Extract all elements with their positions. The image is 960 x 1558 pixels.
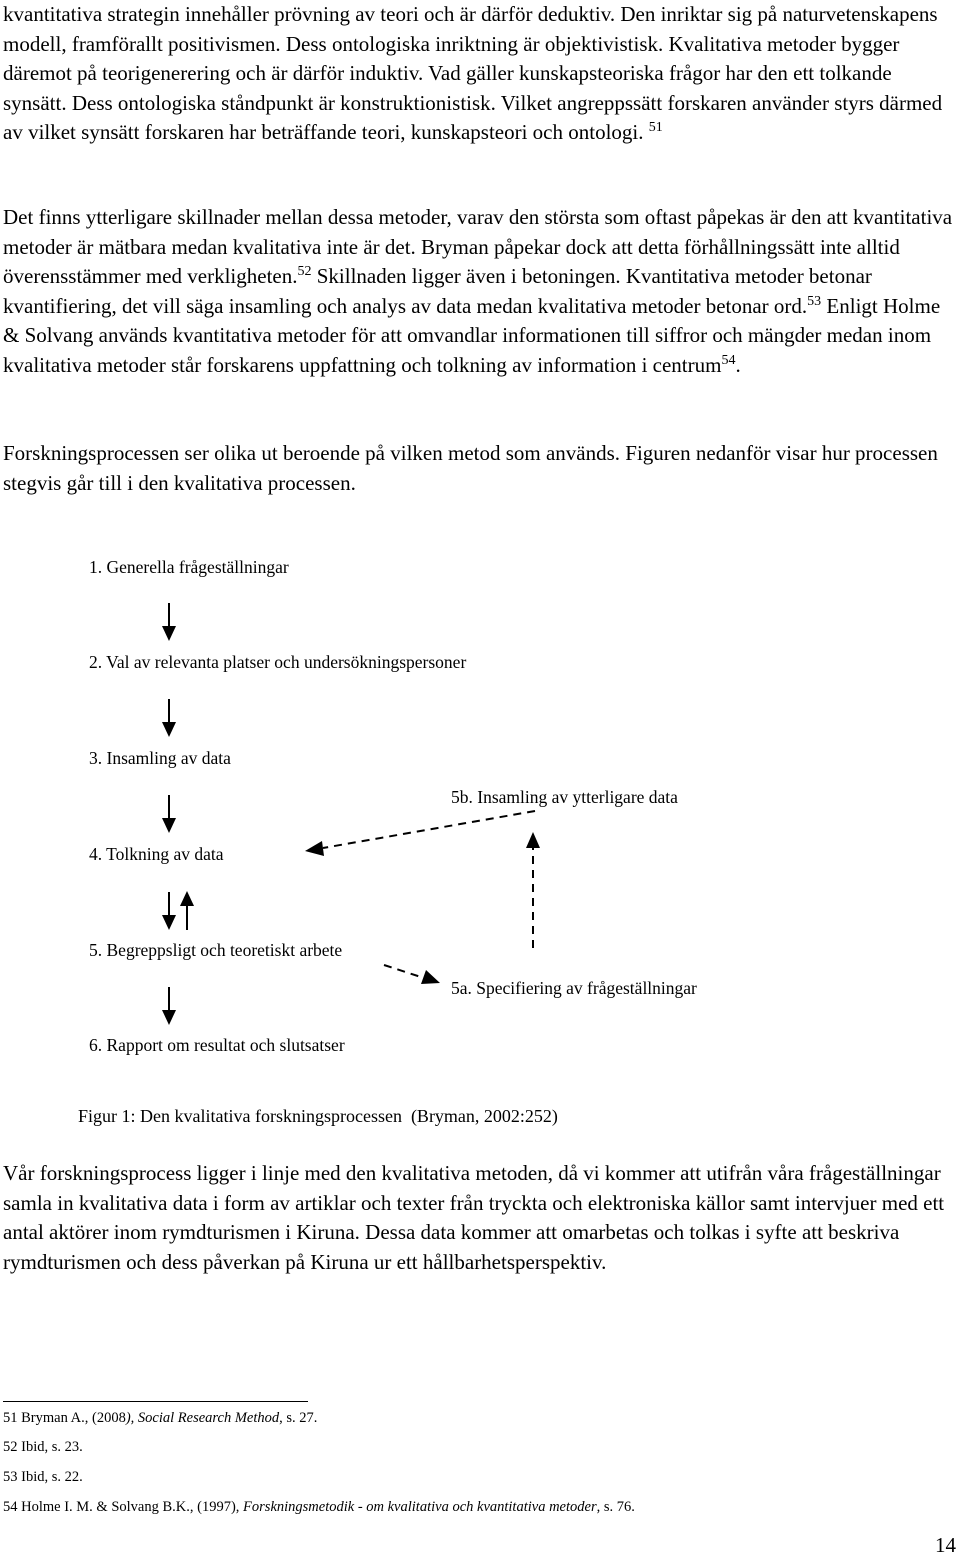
page-number: 14 [935,1533,956,1557]
dashed-arrow-5b-to-4 [323,811,535,848]
footnote-53: 53 Ibid, s. 22. [3,1469,83,1485]
footnote-text: 51 Bryman A., (2008 [3,1410,126,1426]
paragraph-text: Enligt Holme & Solvang används kvantitativa metoder för att omvandlar informationen till siffror och mängder medan inom kvalitativa metoder står forskarens uppfattning och tolkning av information i centrum [3,293,941,377]
dashed-arrow-5-to-5a [384,965,424,978]
step-1-label: 1. Generella frågeställningar [89,557,289,577]
arrow-down-1-to-2 [162,603,176,641]
paragraph-text: Skillnaden ligger även i betoningen. Kvantitativa metoder betonar kvantifiering, det vill säga insamling och analys av data medan kvalitativa metoder betonar ord. [3,264,872,318]
footnote-ref-53[interactable]: 53 [807,293,822,309]
arrowhead-left-icon [305,841,324,856]
footnote-ref-52[interactable]: 52 [297,264,312,279]
footnote-ref-54[interactable]: 54 [721,352,736,368]
paragraph-research-process: Forskningsprocessen ser olika ut beroende på vilken metod som används. Figuren nedanför visar hur processen stegvis går till i den kvalitativa processen. [3,441,938,495]
footnote-text: , s. 27. [279,1410,318,1426]
footnote-separator [3,1401,308,1402]
step-2-label: 2. Val av relevanta platser och undersökningspersoner [89,652,467,672]
paragraph-text: Det finns ytterligare skillnader mellan dessa metoder, varav den största som oftast påpekas är den att kvantitativa metoder är mätbara medan kvalitativa inte är det. Bryman påpekar dock att detta förhållningssätt inte alltid överensstämmer med verkligheten. [3,205,953,288]
step-4-label: 4. Tolkning av data [89,844,224,864]
arrow-down-4-to-5 [162,892,176,930]
arrow-down-5-to-6 [162,987,176,1025]
footnote-text: , s. 76. [596,1499,635,1515]
footnote-54 [3,1499,635,1516]
arrow-up-5-to-4 [180,891,194,930]
footnote-title: ), Social Research Method [125,1410,280,1426]
step-5b-label: 5b. Insamling av ytterligare data [451,787,678,807]
footnote-ref-51[interactable]: 51 [648,120,663,135]
footnote-51 [3,1410,317,1427]
step-5a-label: 5a. Specifiering av frågeställningar [451,978,697,998]
step-5-label: 5. Begreppsligt och teoretiskt arbete [89,940,343,960]
paragraph-text: . [735,352,741,377]
figure-caption: Figur 1: Den kvalitativa forskningsprocessen (Bryman, 2002:252) [78,1106,558,1126]
arrowhead-up-icon [526,832,540,848]
footnote-title: Forskningsmetodik - om kvalitativa och kvantitativa metoder [243,1499,597,1515]
footnote-52: 52 Ibid, s. 23. [3,1439,83,1455]
footnote-text: 54 Holme I. M. & Solvang B.K., (1997), [3,1499,244,1515]
arrow-down-2-to-3 [162,699,176,737]
paragraph-text: kvantitativa strategin innehåller prövning av teori och är därför deduktiv. Den inriktar sig på naturvetenskapens modell, framförallt positivismen. Dess ontologiska inriktning är objektivistisk. Kvalitativa metoder bygger däremot på teorigenerering och är därför induktiv. Vad gäller kunskapsteoriska frågor har den ett tolkande synsätt. Dess ontologiska ståndpunkt är konstruktionistisk. Vilket angreppssätt forskaren använder styrs därmed av vilket synsätt forskaren har beträffande teori, kunskapsteori och ontologi. [3,2,943,144]
arrow-down-3-to-4 [162,795,176,833]
step-3-label: 3. Insamling av data [89,748,231,768]
step-6-label: 6. Rapport om resultat och slutsatser [89,1035,345,1055]
paragraph-our-process: Vår forskningsprocess ligger i linje med den kvalitativa metoden, då vi kommer att utifrån våra frågeställningar samla in kvalitativa data i form av artiklar och texter från tryckta och elektroniska källor samt intervjuer med ett antal aktörer inom rymdturismen i Kiruna. Dessa data kommer att omarbetas och tolkas i syfte att beskriva rymdturismen och dess påverkan på Kiruna ur ett hållbarhetsperspektiv. [3,1161,945,1274]
arrowhead-right-icon [421,970,440,984]
